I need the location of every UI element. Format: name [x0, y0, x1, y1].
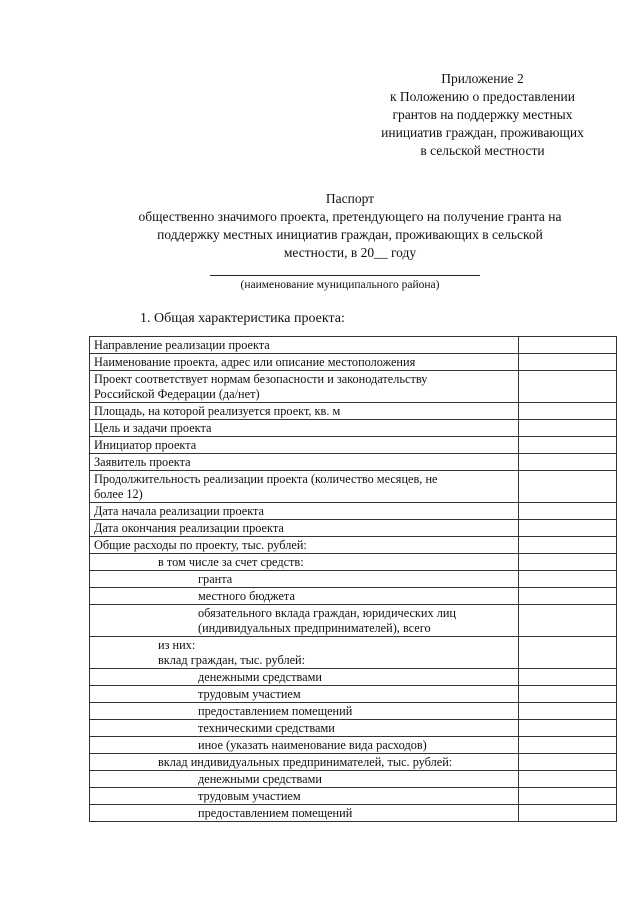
passport-title: Паспорт	[325, 191, 375, 206]
value-cell[interactable]	[519, 605, 617, 637]
table-row	[90, 537, 617, 554]
row-label: гранта	[90, 571, 519, 588]
table-row	[90, 454, 617, 471]
row-label: в том числе за счет средств:	[90, 554, 519, 571]
project-characteristics-table	[89, 336, 617, 822]
value-cell[interactable]	[519, 437, 617, 454]
passport-subtitle-line: общественно значимого проекта, претендующего на получение гранта на	[138, 209, 562, 224]
value-cell[interactable]	[519, 454, 617, 471]
table-row	[90, 520, 617, 537]
value-cell[interactable]	[519, 420, 617, 437]
row-label: вклад индивидуальных предпринимателей, тыс. рублей:	[90, 754, 519, 771]
row-label-line: вклад граждан, тыс. рублей:	[158, 653, 306, 667]
value-cell[interactable]	[519, 703, 617, 720]
row-label-line: Проект соответствует нормам безопасности и законодательству	[94, 372, 428, 386]
row-label-line: из них:	[158, 638, 196, 652]
value-cell[interactable]	[519, 737, 617, 754]
table-row	[90, 771, 617, 788]
section-heading: 1. Общая характеристика проекта:	[140, 311, 345, 326]
value-cell[interactable]	[519, 588, 617, 605]
table-row	[90, 737, 617, 754]
value-cell[interactable]	[519, 805, 617, 822]
row-label: предоставлением помещений	[90, 805, 519, 822]
row-label: Площадь, на которой реализуется проект, кв. м	[90, 403, 519, 420]
passport-subtitle-line: поддержку местных инициатив граждан, проживающих в сельской	[157, 227, 543, 242]
value-cell[interactable]	[519, 686, 617, 703]
value-cell[interactable]	[519, 637, 617, 669]
row-label	[90, 605, 519, 637]
row-label: предоставлением помещений	[90, 703, 519, 720]
row-label: Наименование проекта, адрес или описание местоположения	[90, 354, 519, 371]
value-cell[interactable]	[519, 788, 617, 805]
value-cell[interactable]	[519, 754, 617, 771]
table-row	[90, 637, 617, 669]
appendix-header	[360, 70, 605, 160]
passport-title-block	[90, 190, 610, 262]
municipality-caption: (наименование муниципального района)	[240, 279, 440, 291]
value-cell[interactable]	[519, 771, 617, 788]
row-label: Инициатор проекта	[90, 437, 519, 454]
row-label	[90, 371, 519, 403]
row-label: денежными средствами	[90, 669, 519, 686]
row-label	[90, 471, 519, 503]
row-label: иное (указать наименование вида расходов)	[90, 737, 519, 754]
value-cell[interactable]	[519, 720, 617, 737]
row-label: Дата начала реализации проекта	[90, 503, 519, 520]
value-cell[interactable]	[519, 471, 617, 503]
table-row	[90, 703, 617, 720]
row-label-line: Продолжительность реализации проекта (количество месяцев, не	[94, 472, 438, 486]
table-row	[90, 371, 617, 403]
row-label-line: Российской Федерации (да/нет)	[94, 387, 260, 401]
table-row	[90, 605, 617, 637]
row-label: Цель и задачи проекта	[90, 420, 519, 437]
row-label: Заявитель проекта	[90, 454, 519, 471]
appendix-line: к Положению о предоставлении	[390, 89, 575, 104]
row-label	[90, 637, 519, 669]
table-row	[90, 554, 617, 571]
appendix-line: грантов на поддержку местных	[392, 107, 573, 122]
value-cell[interactable]	[519, 403, 617, 420]
appendix-line: инициатив граждан, проживающих	[381, 125, 584, 140]
table-row	[90, 788, 617, 805]
table-row	[90, 503, 617, 520]
table-row	[90, 754, 617, 771]
value-cell[interactable]	[519, 554, 617, 571]
row-label-line: (индивидуальных предпринимателей), всего	[198, 621, 431, 635]
appendix-line: в сельской местности	[420, 143, 545, 158]
row-label: Общие расходы по проекту, тыс. рублей:	[90, 537, 519, 554]
row-label-line: более 12)	[94, 487, 143, 501]
table-row	[90, 571, 617, 588]
row-label-line: обязательного вклада граждан, юридических лиц	[198, 606, 457, 620]
table-row	[90, 471, 617, 503]
value-cell[interactable]	[519, 520, 617, 537]
table-row	[90, 420, 617, 437]
table-row	[90, 403, 617, 420]
row-label: денежными средствами	[90, 771, 519, 788]
value-cell[interactable]	[519, 354, 617, 371]
value-cell[interactable]	[519, 669, 617, 686]
table-row	[90, 805, 617, 822]
row-label: Направление реализации проекта	[90, 337, 519, 354]
row-label: Дата окончания реализации проекта	[90, 520, 519, 537]
table-row	[90, 669, 617, 686]
value-cell[interactable]	[519, 537, 617, 554]
table-row	[90, 337, 617, 354]
table-row	[90, 354, 617, 371]
table-row	[90, 437, 617, 454]
row-label: трудовым участием	[90, 788, 519, 805]
row-label: техническими средствами	[90, 720, 519, 737]
passport-subtitle-line: местности, в 20__ году	[283, 245, 417, 260]
table-row	[90, 720, 617, 737]
table-row	[90, 588, 617, 605]
value-cell[interactable]	[519, 371, 617, 403]
municipality-underline	[210, 275, 480, 276]
value-cell[interactable]	[519, 337, 617, 354]
row-label: трудовым участием	[90, 686, 519, 703]
appendix-line: Приложение 2	[441, 71, 524, 86]
table-row	[90, 686, 617, 703]
value-cell[interactable]	[519, 571, 617, 588]
value-cell[interactable]	[519, 503, 617, 520]
row-label: местного бюджета	[90, 588, 519, 605]
